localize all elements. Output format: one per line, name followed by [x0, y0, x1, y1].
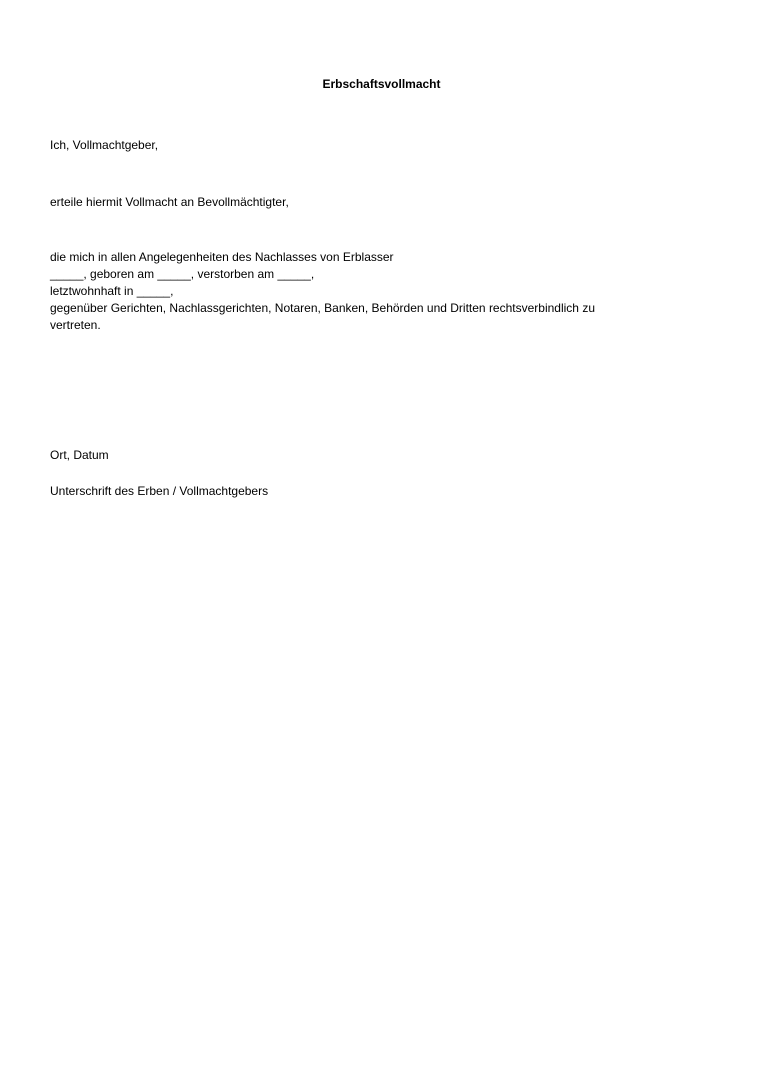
grantor-line: Ich, Vollmachtgeber, — [50, 138, 159, 152]
grant-line: erteile hiermit Vollmacht an Bevollmächtigter, — [50, 195, 289, 209]
scope-paragraph — [50, 249, 715, 334]
scope-line-3: letztwohnhaft in _____, — [50, 284, 174, 298]
scope-line-4: gegenüber Gerichten, Nachlassgerichten, Notaren, Banken, Behörden und Dritten rechtsverbindlich zu — [50, 301, 595, 315]
scope-line-5: vertreten. — [50, 318, 101, 332]
place-date-label: Ort, Datum — [50, 448, 109, 462]
scope-line-1: die mich in allen Angelegenheiten des Nachlasses von Erblasser — [50, 250, 394, 264]
scope-line-2: _____, geboren am _____, verstorben am _____, — [50, 267, 315, 281]
document-title: Erbschaftsvollmacht — [322, 77, 441, 91]
signature-label: Unterschrift des Erben / Vollmachtgebers — [50, 484, 269, 498]
